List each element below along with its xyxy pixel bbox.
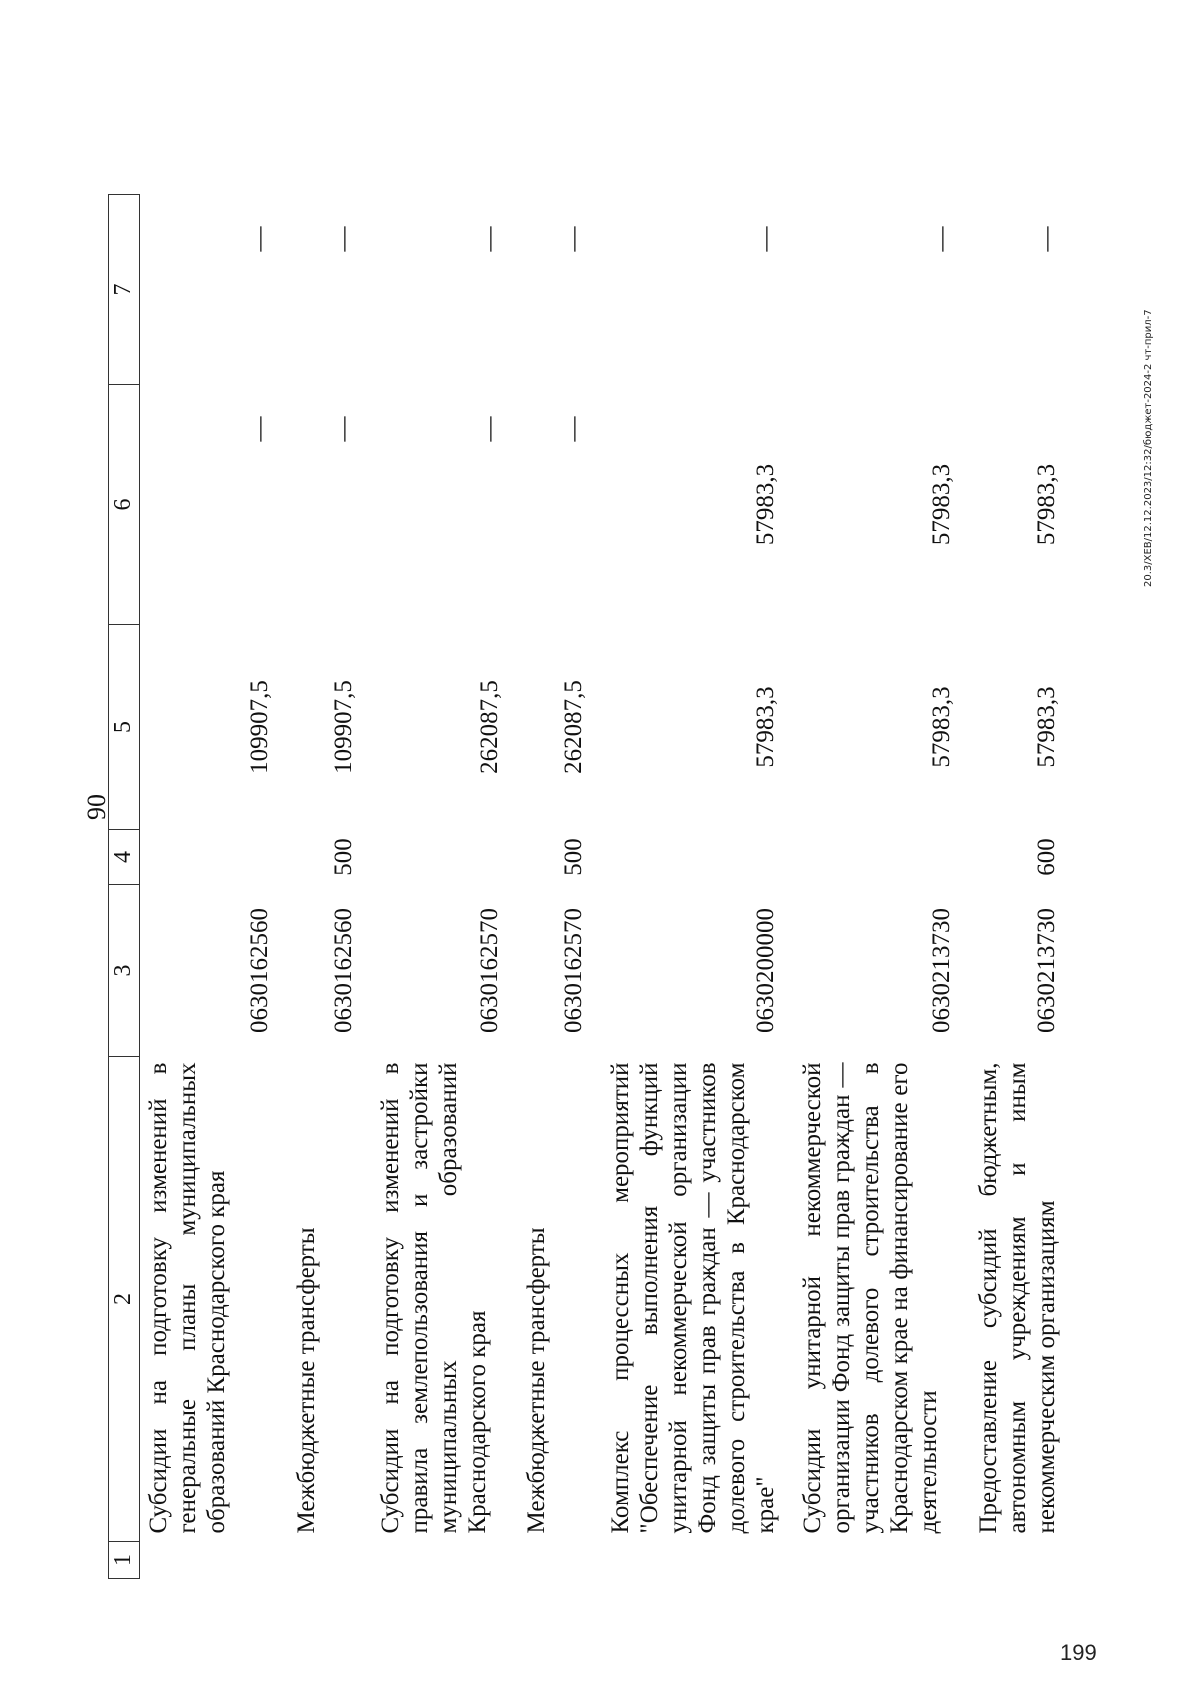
row-code: 0630200000 (752, 908, 779, 1033)
row-col5: 262087,5 (560, 680, 587, 774)
budget-table (108, 194, 1075, 1579)
row-col5: 57983,3 (1033, 686, 1060, 768)
row-col7: — (476, 226, 503, 252)
row-name: Предоставление субсидий бюджетным, автономным учреждениям и иным некоммерческим организациям (975, 1062, 1060, 1534)
row-type (794, 830, 970, 885)
table-row (140, 195, 289, 1579)
scan-page-number: 199 (1060, 1640, 1097, 1665)
row-type: 500 (330, 838, 357, 876)
row-type (372, 830, 518, 885)
row-index-cell (518, 1542, 602, 1579)
row-col7: — (752, 226, 779, 252)
row-col6: 57983,3 (1033, 463, 1060, 546)
table-row (288, 195, 372, 1579)
col-header-2: 2 (109, 1057, 140, 1542)
row-col6: — (560, 416, 587, 442)
row-code: 0630213730 (928, 908, 955, 1033)
col-header-1: 1 (109, 1542, 140, 1579)
row-index-cell (140, 1542, 289, 1579)
col-header-3: 3 (109, 885, 140, 1057)
row-col6: 57983,3 (752, 463, 779, 546)
row-index-cell (970, 1542, 1075, 1579)
row-name: Межбюджетные трансферты (293, 1227, 320, 1534)
table-row (372, 195, 518, 1579)
row-code: 0630162560 (330, 908, 357, 1033)
row-name: Субсидии на подготовку изменений в генеральные планы муниципальных образований Краснодарского края (145, 1062, 230, 1534)
row-index-cell (288, 1542, 372, 1579)
row-code: 0630213730 (1033, 908, 1060, 1033)
row-col6: — (330, 416, 357, 442)
row-index-cell (794, 1542, 970, 1579)
page-number: 90 (82, 794, 111, 820)
row-name: Субсидии унитарной некоммерческой организации Фонд защиты прав граждан — участников долевого строительства в Краснодарском крае на финансирование его деятельности (799, 1062, 942, 1534)
row-col7: — (928, 226, 955, 252)
row-code: 0630162560 (246, 908, 273, 1033)
row-col6: 57983,3 (928, 463, 955, 546)
row-col5: 109907,5 (330, 680, 357, 774)
row-col7: — (560, 226, 587, 252)
col-header-5: 5 (109, 625, 140, 830)
row-col6: — (476, 416, 503, 442)
header-row (109, 195, 140, 1579)
row-type (602, 830, 794, 885)
table-row (518, 195, 602, 1579)
row-type: 500 (560, 838, 587, 876)
row-code: 0630162570 (476, 908, 503, 1033)
row-name: Комплекс процессных мероприятий "Обеспечение выполнения функций унитарной некоммерческой организации Фонд защиты прав граждан — участников долевого строительства в Краснодарском крае" (607, 1062, 779, 1534)
row-index-cell (602, 1542, 794, 1579)
col-header-4: 4 (109, 830, 140, 885)
row-name: Межбюджетные трансферты (523, 1227, 550, 1534)
table-row (602, 195, 794, 1579)
row-col5: 262087,5 (476, 680, 503, 774)
row-col7: — (330, 226, 357, 252)
row-type: 600 (1033, 838, 1060, 876)
row-col6: — (246, 416, 273, 442)
col-header-6: 6 (109, 385, 140, 625)
table-row (970, 195, 1075, 1579)
row-code: 0630162570 (560, 908, 587, 1033)
row-index-cell (372, 1542, 518, 1579)
row-type (140, 830, 289, 885)
row-col7: — (246, 226, 273, 252)
col-header-7: 7 (109, 195, 140, 385)
row-name: Субсидии на подготовку изменений в правила землепользования и застройки муниципальных образований Краснодарского края (377, 1062, 491, 1534)
row-col5: 57983,3 (928, 686, 955, 768)
footer-code: 20.3/XEB/12.12.2023/12:32/бюджет-2024-2 чт-прил-7 (1143, 309, 1154, 587)
row-col5: 57983,3 (752, 686, 779, 768)
row-col7: — (1033, 226, 1060, 252)
table-row (794, 195, 970, 1579)
row-col5: 109907,5 (246, 680, 273, 774)
